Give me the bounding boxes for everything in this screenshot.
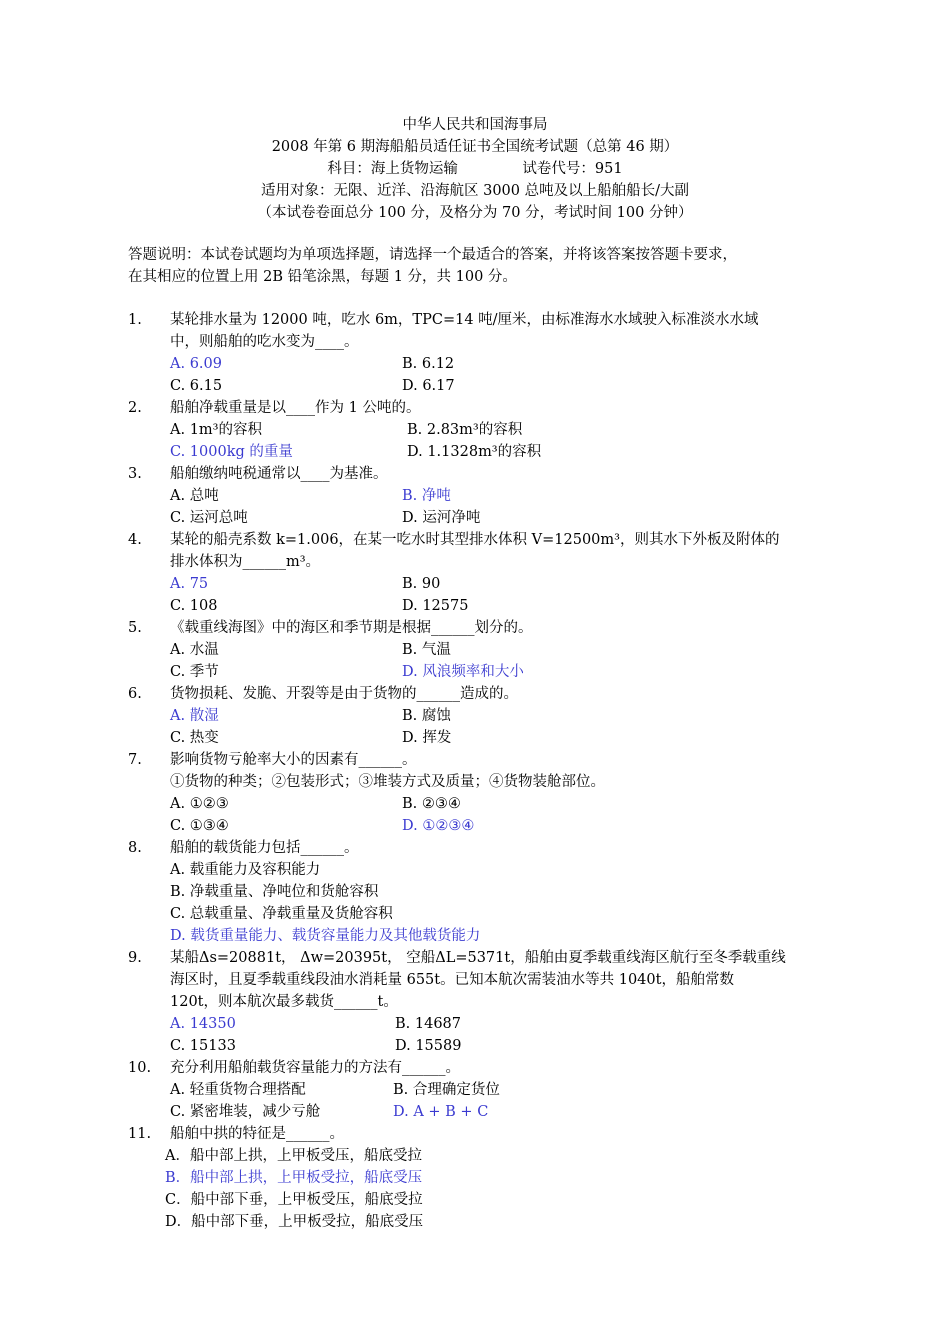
- option-c[interactable]: C. 1000kg 的重量: [170, 444, 293, 460]
- question-number: 9.: [128, 950, 142, 966]
- option-a[interactable]: A. 散湿: [170, 708, 219, 724]
- option-c[interactable]: C. 15133: [170, 1038, 236, 1054]
- instructions-line: 答题说明：本试卷试题均为单项选择题，请选择一个最适合的答案，并将该答案按答题卡要求，: [128, 247, 737, 263]
- option-d[interactable]: D. 运河净吨: [402, 510, 481, 526]
- question-number: 11.: [128, 1126, 152, 1142]
- question-stem: ①货物的种类；②包装形式；③堆装方式及质量；④货物装舱部位。: [170, 774, 605, 790]
- option-b[interactable]: B. 净载重量、净吨位和货舱容积: [170, 884, 379, 900]
- option-c[interactable]: C. 运河总吨: [170, 510, 248, 526]
- question-stem: 某船Δs=20881t， Δw=20395t， 空船ΔL=5371t，船舶由夏季载重线海区航行至冬季载重线: [170, 950, 786, 966]
- question-stem: 船舶净载重量是以____作为 1 公吨的。: [170, 400, 421, 416]
- option-c[interactable]: C. 108: [170, 598, 218, 614]
- answer-instructions: [128, 244, 833, 288]
- exam-title: 2008 年第 6 期海船船员适任证书全国统考试题（总第 46 期）: [271, 139, 679, 155]
- question-stem: 某轮的船壳系数 k=1.006，在某一吃水时其型排水体积 V=12500m³，则其水下外板及附体的: [170, 532, 780, 548]
- question-stem: 某轮排水量为 12000 吨，吃水 6m，TPC=14 吨/厘米，由标准海水水域驶入标准淡水水域: [170, 312, 759, 328]
- option-c[interactable]: C. ①③④: [170, 818, 229, 834]
- question-stem: 影响货物亏舱率大小的因素有______。: [170, 752, 417, 768]
- document-header: [0, 114, 950, 224]
- option-a[interactable]: A. ①②③: [170, 796, 229, 812]
- question-number: 5.: [128, 620, 142, 636]
- option-d[interactable]: D. ①②③④: [402, 818, 475, 834]
- question-number: 2.: [128, 400, 142, 416]
- option-b[interactable]: B. ②③④: [402, 796, 461, 812]
- question-stem: 船舶缴纳吨税通常以____为基准。: [170, 466, 388, 482]
- question-stem: 120t，则本航次最多载货______t。: [170, 994, 398, 1010]
- question-number: 10.: [128, 1060, 152, 1076]
- option-d[interactable]: D. A + B + C: [393, 1104, 489, 1120]
- option-d[interactable]: D. 风浪频率和大小: [402, 664, 524, 680]
- option-a[interactable]: A. 总吨: [170, 488, 219, 504]
- option-d[interactable]: D. 载货重量能力、载货容量能力及其他载货能力: [170, 928, 481, 944]
- option-d[interactable]: D. 1.1328m³的容积: [407, 444, 542, 460]
- option-c[interactable]: C．船中部下垂，上甲板受压，船底受拉: [165, 1192, 423, 1208]
- question-number: 8.: [128, 840, 142, 856]
- option-a[interactable]: A. 1m³的容积: [170, 422, 262, 438]
- question-stem: 海区时，且夏季载重线段油水消耗量 655t。已知本航次需装油水等共 1040t，船舶常数: [170, 972, 734, 988]
- question-number: 4.: [128, 532, 142, 548]
- option-a[interactable]: A. 水温: [170, 642, 219, 658]
- score-line: （本试卷卷面总分 100 分，及格分为 70 分，考试时间 100 分钟）: [257, 205, 693, 221]
- option-a[interactable]: A. 轻重货物合理搭配: [170, 1082, 306, 1098]
- issuer-title: 中华人民共和国海事局: [402, 117, 548, 133]
- option-a[interactable]: A. 75: [170, 576, 209, 592]
- instructions-line: 在其相应的位置上用 2B 铅笔涂黑，每题 1 分，共 100 分。: [128, 269, 517, 285]
- option-c[interactable]: C. 季节: [170, 664, 219, 680]
- option-d[interactable]: D. 挥发: [402, 730, 452, 746]
- subject-line: 科目：海上货物运输 试卷代号：951: [327, 161, 623, 177]
- option-b[interactable]: B. 2.83m³的容积: [407, 422, 523, 438]
- option-b[interactable]: B．船中部上拱，上甲板受拉，船底受压: [165, 1170, 423, 1186]
- option-a[interactable]: A. 14350: [170, 1016, 236, 1032]
- option-d[interactable]: D. 12575: [402, 598, 469, 614]
- question-stem: 排水体积为______m³。: [170, 554, 321, 570]
- option-a[interactable]: A. 载重能力及容积能力: [170, 862, 321, 878]
- option-a[interactable]: A. 6.09: [170, 356, 222, 372]
- option-b[interactable]: B. 合理确定货位: [393, 1082, 500, 1098]
- question-stem: 船舶的载货能力包括______。: [170, 840, 359, 856]
- audience-line: 适用对象：无限、近洋、沿海航区 3000 总吨及以上船舶船长/大副: [260, 183, 689, 199]
- option-c[interactable]: C. 热变: [170, 730, 219, 746]
- option-b[interactable]: B. 14687: [395, 1016, 462, 1032]
- option-b[interactable]: B. 90: [402, 576, 441, 592]
- option-d[interactable]: D．船中部下垂，上甲板受拉，船底受压: [165, 1214, 424, 1230]
- option-c[interactable]: C. 6.15: [170, 378, 223, 394]
- question-stem: 《载重线海图》中的海区和季节期是根据______划分的。: [170, 620, 533, 636]
- option-d[interactable]: D. 15589: [395, 1038, 462, 1054]
- question-number: 6.: [128, 686, 142, 702]
- option-c[interactable]: C. 总载重量、净载重量及货舱容积: [170, 906, 393, 922]
- option-b[interactable]: B. 6.12: [402, 356, 455, 372]
- question-number: 3.: [128, 466, 142, 482]
- question-stem: 货物损耗、发脆、开裂等是由于货物的______造成的。: [170, 686, 518, 702]
- option-c[interactable]: C. 紧密堆装，减少亏舱: [170, 1104, 321, 1120]
- option-d[interactable]: D. 6.17: [402, 378, 455, 394]
- option-b[interactable]: B. 腐蚀: [402, 708, 451, 724]
- option-b[interactable]: B. 净吨: [402, 488, 451, 504]
- option-a[interactable]: A．船中部上拱，上甲板受压，船底受拉: [165, 1148, 422, 1164]
- question-number: 7.: [128, 752, 142, 768]
- question-stem: 中，则船舶的吃水变为____。: [170, 334, 359, 350]
- question-stem: 船舶中拱的特征是______。: [170, 1126, 344, 1142]
- option-b[interactable]: B. 气温: [402, 642, 451, 658]
- question-stem: 充分利用船舶载货容量能力的方法有______。: [170, 1060, 460, 1076]
- question-number: 1.: [128, 312, 142, 328]
